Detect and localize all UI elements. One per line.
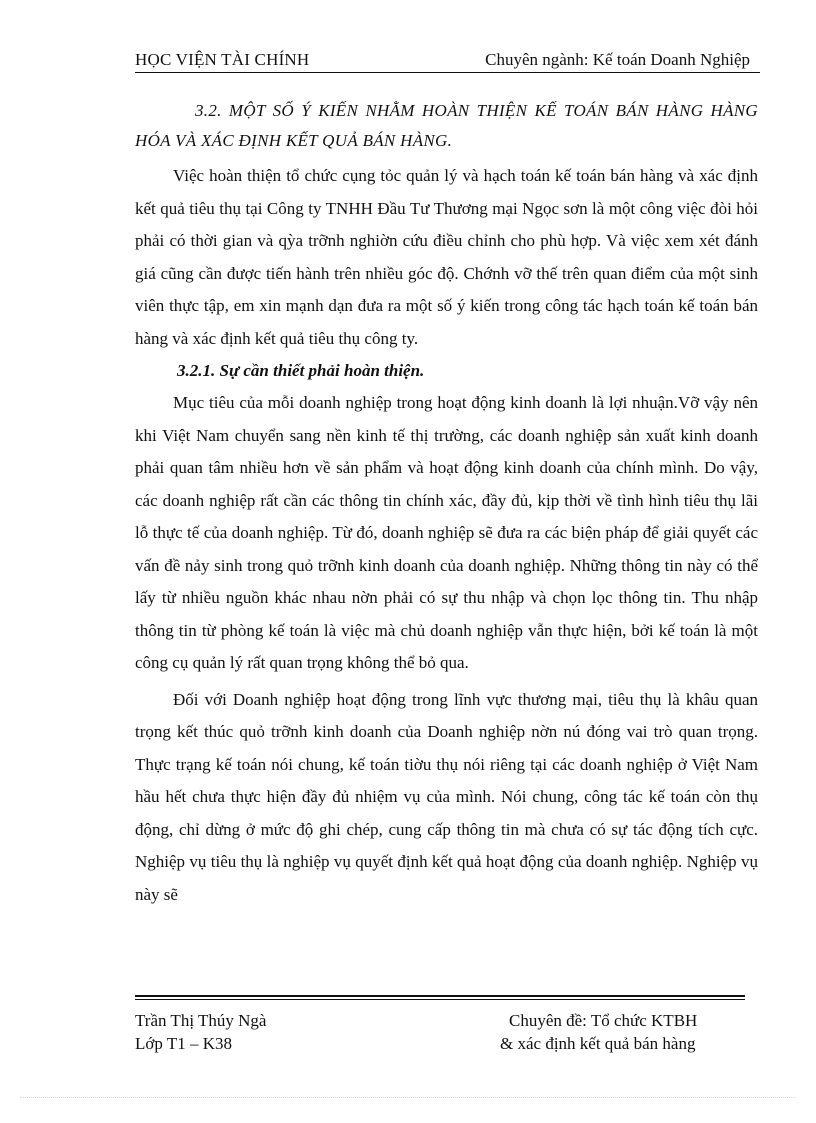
paragraph-objective: Mục tiêu của mỗi doanh nghiệp trong hoạt động kinh doanh là lợi nhuận.Vỡ vậy nên khi Việt Nam chuyển sang nền kinh tế thị trường, các doanh nghiệp sản xuất kinh doanh phải quan tâm nhiều hơn về sản phẩm và hoạt động kinh doanh của chính mình. Do vậy, các doanh nghiệp rất cần các thông tin chính xác, đầy đủ, kịp thời về tình hình tiêu thụ lãi lỗ thực tế của doanh nghiệp. Từ đó, doanh nghiệp sẽ đưa ra các biện pháp để giải quyết các vấn đề nảy sinh trong quỏ trỡnh kinh doanh của doanh nghiệp. Những thông tin này có thể lấy từ nhiều nguồn khác nhau nờn phải có sự thu nhập và chọn lọc thông tin. Thu nhập thông tin từ phòng kế toán là việc mà chủ doanh nghiệp vẫn thực hiện, bởi kế toán là một công cụ quản lý rất quan trọng không thể bỏ qua. [135, 393, 758, 672]
paragraph-commerce: Đối với Doanh nghiệp hoạt động trong lĩnh vực thương mại, tiêu thụ là khâu quan trọng kết thúc quỏ trỡnh kinh doanh của Doanh nghiệp nờn nú đóng vai trò quan trọng. Thực trạng kế toán nói chung, kế toán tiờu thụ nói riêng tại các doanh nghiệp ở Việt Nam hầu hết chưa thực hiện đầy đủ nhiệm vụ của mình. Nói chung, công tác kế toán còn thụ động, chỉ dừng ở mức độ ghi chép, cung cấp thông tin mà chưa có sự tác động tích cực. Nghiệp vụ tiêu thụ là nghiệp vụ quyết định kết quả hoạt động của doanh nghiệp. Nghiệp vụ này sẽ [135, 689, 758, 904]
footer-author-block [135, 1009, 266, 1055]
page-edge-dotted-line [20, 1097, 796, 1098]
header-specialization: Chuyên ngành: Kế toán Doanh Nghiệp [485, 50, 750, 69]
page-body [135, 96, 758, 911]
header-institution: HỌC VIỆN TÀI CHÍNH [135, 50, 310, 69]
footer-topic-line1: Chuyên đề: Tổ chức KTBH [509, 1011, 698, 1030]
page-header [135, 50, 760, 74]
footer-topic-line2: & xác định kết quả bán hàng [500, 1034, 696, 1053]
footer-author: Trần Thị Thúy Ngà [135, 1011, 267, 1030]
footer-class: Lớp T1 – K38 [135, 1034, 232, 1053]
header-divider [135, 72, 760, 73]
footer-divider-thick [135, 995, 745, 997]
paragraph-intro: Việc hoàn thiện tổ chức cụng tỏc quản lý và hạch toán kế toán bán hàng và xác định kết quả tiêu thụ tại Công ty TNHH Đầu Tư Thương mại Ngọc sơn là một công việc đòi hỏi phải có thời gian và qỳa trỡnh nghiờn cứu điều chỉnh cho phù hợp. Và việc xem xét đánh giá cũng cần được tiến hành trên nhiều góc độ. Chớnh vỡ thế trên quan điểm của một sinh viên thực tập, em xin mạnh dạn đưa ra một số ý kiến trong công tác hạch toán kế toán bán hàng và xác định kết quả tiêu thụ công ty. [135, 166, 758, 348]
section-title: 3.2. MỘT SỐ Ý KIẾN NHẰM HOÀN THIỆN KẾ TOÁN BÁN HÀNG HÀNG HÓA VÀ XÁC ĐỊNH KẾT QUẢ BÁN HÀNG. [135, 101, 758, 150]
footer-topic-block [500, 1009, 697, 1055]
footer-divider-thin [135, 999, 745, 1000]
subsection-heading: 3.2.1. Sự cần thiết phải hoàn thiện. [177, 361, 425, 380]
